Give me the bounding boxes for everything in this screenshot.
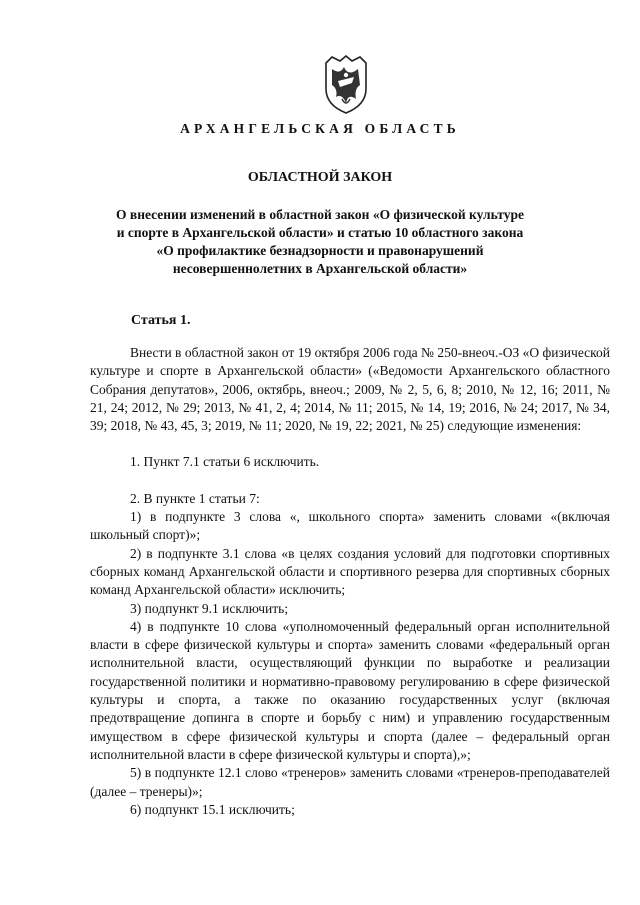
article-paragraph: 1. Пункт 7.1 статьи 6 исключить. [130, 454, 320, 470]
article-paragraph: 1) в подпункте 3 слова «, школьного спорта» заменить словами «(включая школьный спорт)»; [90, 509, 610, 543]
law-subject-line: О внесении изменений в областной закон «О физической культуре [116, 207, 524, 222]
arkhangelsk-coat-of-arms-icon [318, 55, 374, 115]
region-title: АРХАНГЕЛЬСКАЯ ОБЛАСТЬ [180, 121, 460, 136]
article-paragraph: 3) подпункт 9.1 исключить; [130, 600, 289, 616]
law-type-title: ОБЛАСТНОЙ ЗАКОН [247, 170, 393, 185]
law-subject-line: несовершеннолетних в Архангельской области» [172, 261, 468, 276]
article-paragraph: 6) подпункт 15.1 исключить; [130, 801, 295, 817]
article-paragraph: 2. В пункте 1 статьи 7: [130, 490, 260, 506]
article-heading: Статья 1. [131, 313, 191, 328]
law-subject-line: «О профилактике безнадзорности и правонарушений [156, 243, 484, 258]
law-subject-line: и спорте в Архангельской области» и статью 10 областного закона [116, 225, 524, 240]
article-paragraph: 4) в подпункте 10 слова «уполномоченный федеральный орган исполнительной власти в сфере физической культуры и спорта» заменить словами «федеральный орган исполнительной власти, осуществляющий функции по выработке и реализации государственной политики и нормативно-правовому регулированию в сфере физической культуры и спорта, а также по оказанию государственных услуг (включая предотвращение допинга в спорте и борьбу с ним) и управлению государственным имуществом в сфере физической культуры и спорта (далее – федеральный орган исполнительной власти в сфере физической культуры и спорта),»; [90, 618, 610, 762]
law-subject [95, 206, 545, 278]
article-body [90, 344, 610, 819]
article-paragraph: 5) в подпункте 12.1 слово «тренеров» заменить словами «тренеров-преподавателей (далее – тренеры)»; [90, 765, 610, 799]
article-paragraph: Внести в областной закон от 19 октября 2006 года № 250-внеоч.-ОЗ «О физической культуре и спорте в Архангельской области» («Ведомости Архангельского областного Собрания депутатов», 2006, октябрь, внеоч.; 2009, № 2, 5, 6, 8; 2010, № 12, 16; 2011, № 21, 24; 2012, № 29; 2013, № 41, 2, 4; 2014, № 11; 2015, № 14, 19; 2016, № 24; 2017, № 34, 39; 2018, № 43, 45, 3; 2019, № 11; 2020, № 19, 22; 2021, № 25) следующие изменения: [90, 345, 610, 434]
article-paragraph: 2) в подпункте 3.1 слова «в целях создания условий для подготовки спортивных сборных команд Архангельской области и спортивного резерва для спортивных сборных команд Архангельской области» исключить; [90, 545, 610, 598]
